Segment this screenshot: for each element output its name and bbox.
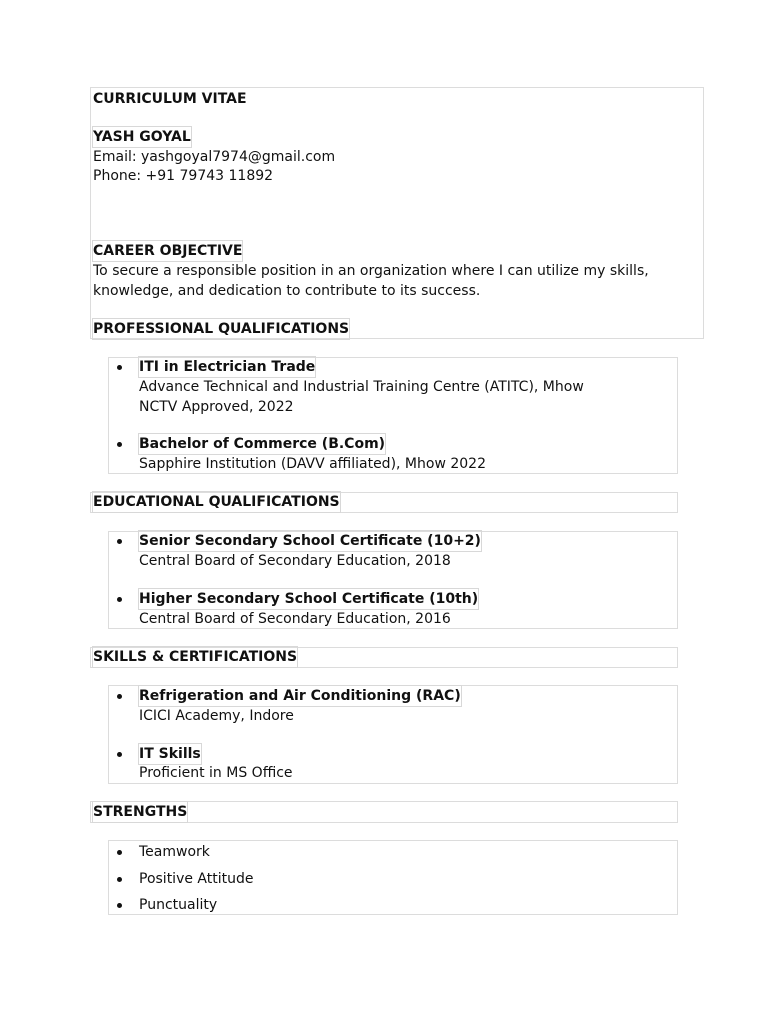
header-section — [90, 87, 704, 339]
document-title: CURRICULUM VITAE — [93, 91, 247, 107]
list-item-title: Senior Secondary School Certificate (10+2) — [139, 533, 481, 549]
educational-heading: EDUCATIONAL QUALIFICATIONS — [93, 494, 340, 510]
phone-line: Phone: +91 79743 11892 — [93, 168, 274, 184]
list-item-detail: ICICI Academy, Indore — [139, 708, 294, 724]
list-bullet — [117, 442, 122, 447]
list-item-detail: NCTV Approved, 2022 — [139, 399, 294, 415]
list-bullet — [117, 365, 122, 370]
list-bullet — [117, 903, 122, 908]
career-objective-line-1: To secure a responsible position in an organization where I can utilize my skills, — [93, 263, 649, 279]
skills-heading: SKILLS & CERTIFICATIONS — [93, 649, 298, 665]
strength-item: Teamwork — [139, 844, 210, 860]
list-item-title: Refrigeration and Air Conditioning (RAC) — [139, 688, 461, 704]
list-item-detail: Proficient in MS Office — [139, 765, 293, 781]
list-item-title: IT Skills — [139, 746, 201, 762]
list-item-detail: Advance Technical and Industrial Training Centre (ATITC), Mhow — [139, 379, 584, 395]
list-item-title: ITI in Electrician Trade — [139, 359, 316, 375]
list-bullet — [117, 597, 122, 602]
list-bullet — [117, 539, 122, 544]
list-bullet — [117, 850, 122, 855]
candidate-name: YASH GOYAL — [93, 129, 191, 145]
strength-item: Punctuality — [139, 897, 218, 913]
list-item-detail: Central Board of Secondary Education, 2018 — [139, 553, 451, 569]
list-item-detail: Central Board of Secondary Education, 2016 — [139, 611, 451, 627]
career-objective-heading: CAREER OBJECTIVE — [93, 243, 243, 259]
email-line: Email: yashgoyal7974@gmail.com — [93, 149, 336, 165]
list-bullet — [117, 752, 122, 757]
list-item-title: Higher Secondary School Certificate (10th) — [139, 591, 479, 607]
professional-heading: PROFESSIONAL QUALIFICATIONS — [93, 321, 350, 337]
list-item-title: Bachelor of Commerce (B.Com) — [139, 436, 386, 452]
strengths-heading: STRENGTHS — [93, 804, 188, 820]
career-objective-line-2: knowledge, and dedication to contribute to its success. — [93, 283, 481, 299]
list-bullet — [117, 877, 122, 882]
strength-item: Positive Attitude — [139, 871, 254, 887]
list-bullet — [117, 694, 122, 699]
list-item-detail: Sapphire Institution (DAVV affiliated), Mhow 2022 — [139, 456, 486, 472]
